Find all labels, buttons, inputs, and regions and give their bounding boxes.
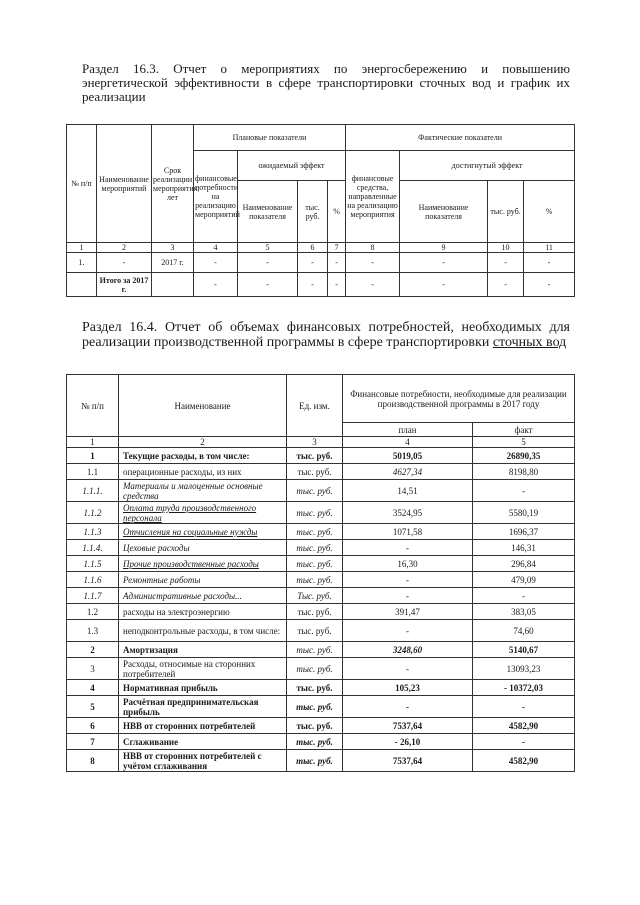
row-unit: тыс. руб.	[287, 524, 343, 540]
row-unit: Тыс. руб.	[287, 588, 343, 604]
row-plan-value: -	[343, 658, 473, 680]
cell: -	[488, 253, 524, 273]
row-name: Оплата труда производственного персонала	[119, 502, 287, 524]
row-fact-value: 5580,19	[473, 502, 575, 524]
row-name: Цеховые расходы	[119, 540, 287, 556]
row-name: расходы на электроэнергию	[119, 604, 287, 620]
events-table	[66, 124, 575, 297]
col-number: 4	[343, 437, 473, 448]
header-thousand-rub: тыс. руб.	[298, 181, 328, 243]
row-plan-value: -	[343, 696, 473, 718]
row-number: 7	[67, 734, 119, 750]
row-unit: тыс. руб.	[287, 540, 343, 556]
row-number: 5	[67, 696, 119, 718]
table-row	[67, 750, 575, 772]
row-name: Расчётная предпринимательская прибыль	[119, 696, 287, 718]
table-row	[67, 502, 575, 524]
row-number: 1.2	[67, 604, 119, 620]
table-row	[67, 556, 575, 572]
row-plan-value: 3248,60	[343, 642, 473, 658]
header-percent: %	[524, 181, 575, 243]
table-row	[67, 572, 575, 588]
row-number: 6	[67, 718, 119, 734]
header-name: Наименование	[119, 375, 287, 437]
cell: -	[524, 273, 575, 297]
cell: -	[328, 273, 346, 297]
table-row	[67, 642, 575, 658]
row-name: Текущие расходы, в том числе:	[119, 448, 287, 464]
cell: -	[400, 253, 488, 273]
row-unit: тыс. руб.	[287, 658, 343, 680]
header-percent: %	[328, 181, 346, 243]
row-unit: тыс. руб.	[287, 718, 343, 734]
row-name: Нормативная прибыль	[119, 680, 287, 696]
row-name: Амортизация	[119, 642, 287, 658]
row-name: Прочие производственные расходы	[119, 556, 287, 572]
cell: -	[488, 273, 524, 297]
column-numbers-row	[67, 243, 575, 253]
cell: -	[328, 253, 346, 273]
row-unit: тыс. руб.	[287, 502, 343, 524]
section-16-4-title-underlined: сточных вод	[492, 335, 567, 350]
row-name: Административные расходы...	[119, 588, 287, 604]
row-plan-value: 16,30	[343, 556, 473, 572]
col-number: 6	[298, 243, 328, 253]
cell: -	[194, 273, 238, 297]
row-plan-value: 1071,58	[343, 524, 473, 540]
row-plan-value: 3524,95	[343, 502, 473, 524]
row-plan-value: -	[343, 540, 473, 556]
cell: 2017 г.	[152, 253, 194, 273]
col-number: 10	[488, 243, 524, 253]
column-numbers-row	[67, 437, 575, 448]
row-plan-value: 105,23	[343, 680, 473, 696]
row-number: 1.1.5	[67, 556, 119, 572]
col-number: 2	[119, 437, 287, 448]
header-fact-fin: финансовые средства, направленные на реализацию мероприятия	[346, 151, 400, 243]
col-number: 5	[473, 437, 575, 448]
row-number: 1.1.6	[67, 572, 119, 588]
row-fact-value: 296,84	[473, 556, 575, 572]
row-number: 1.1.7	[67, 588, 119, 604]
header-unit: Ед. изм.	[287, 375, 343, 437]
table-row	[67, 680, 575, 696]
table-row	[67, 620, 575, 642]
row-number: 1	[67, 448, 119, 464]
section-16-4-title	[82, 320, 570, 350]
row-fact-value: 479,09	[473, 572, 575, 588]
row-unit: тыс. руб.	[287, 734, 343, 750]
table-row	[67, 734, 575, 750]
row-plan-value: 7537,64	[343, 718, 473, 734]
row-fact-value: 26890,35	[473, 448, 575, 464]
table-row	[67, 464, 575, 480]
row-plan-value: -	[343, 572, 473, 588]
row-name: неподконтрольные расходы, в том числе:	[119, 620, 287, 642]
cell	[67, 273, 97, 297]
header-indicator-name: Наименование показателя	[400, 181, 488, 243]
cell	[152, 273, 194, 297]
row-unit: тыс. руб.	[287, 480, 343, 502]
row-unit: тыс. руб.	[287, 572, 343, 588]
row-fact-value: -	[473, 588, 575, 604]
row-number: 1.1.2	[67, 502, 119, 524]
row-fact-value: -	[473, 734, 575, 750]
total-row	[67, 273, 575, 297]
cell: -	[194, 253, 238, 273]
col-number: 1	[67, 437, 119, 448]
header-actual: Фактические показатели	[346, 125, 575, 151]
row-number: 1.1	[67, 464, 119, 480]
col-number: 11	[524, 243, 575, 253]
row-fact-value: 4582,90	[473, 750, 575, 772]
cell: -	[346, 253, 400, 273]
row-number: 2	[67, 642, 119, 658]
table-row	[67, 658, 575, 680]
row-name: Сглаживание	[119, 734, 287, 750]
row-fact-value: 74,60	[473, 620, 575, 642]
cell: -	[400, 273, 488, 297]
row-plan-value: - 26,10	[343, 734, 473, 750]
header-plan: план	[343, 423, 473, 437]
cell: -	[346, 273, 400, 297]
row-plan-value: 5019,05	[343, 448, 473, 464]
table-row	[67, 253, 575, 273]
row-number: 1.1.1.	[67, 480, 119, 502]
row-plan-value: -	[343, 620, 473, 642]
cell: -	[524, 253, 575, 273]
header-name: Наименование мероприятий	[97, 125, 152, 243]
table-row	[67, 524, 575, 540]
row-fact-value: -	[473, 480, 575, 502]
row-number: 1.1.3	[67, 524, 119, 540]
row-name: Материалы и малоценные основные средства	[119, 480, 287, 502]
header-expected-effect: ожидаемый эффект	[238, 151, 346, 181]
row-plan-value: 391,47	[343, 604, 473, 620]
row-number: 1.3	[67, 620, 119, 642]
table-row	[67, 540, 575, 556]
cell: -	[298, 253, 328, 273]
col-number: 8	[346, 243, 400, 253]
row-number: 8	[67, 750, 119, 772]
row-unit: тыс. руб.	[287, 604, 343, 620]
row-name: НВВ от сторонних потребителей с учётом сглаживания	[119, 750, 287, 772]
row-name: Ремонтные работы	[119, 572, 287, 588]
row-fact-value: -	[473, 696, 575, 718]
col-number: 3	[152, 243, 194, 253]
row-fact-value: 8198,80	[473, 464, 575, 480]
row-plan-value: 7537,64	[343, 750, 473, 772]
row-fact-value: 13093,23	[473, 658, 575, 680]
cell: -	[238, 273, 298, 297]
row-unit: тыс. руб.	[287, 448, 343, 464]
header-achieved-effect: достигнутый эффект	[400, 151, 575, 181]
row-unit: тыс. руб.	[287, 464, 343, 480]
row-unit: тыс. руб.	[287, 680, 343, 696]
col-number: 4	[194, 243, 238, 253]
table-row	[67, 718, 575, 734]
row-fact-value: 5140,67	[473, 642, 575, 658]
row-fact-value: 383,05	[473, 604, 575, 620]
row-name: Отчисления на социальные нужды	[119, 524, 287, 540]
table-row	[67, 696, 575, 718]
header-planned: Плановые показатели	[194, 125, 346, 151]
financial-needs-table	[66, 374, 575, 772]
col-number: 9	[400, 243, 488, 253]
cell: -	[97, 253, 152, 273]
section-16-4-title-text: Раздел 16.4. Отчет об объемах финансовых потребностей, необходимых для реализации производственной программы в сфере транспортировки	[82, 320, 570, 350]
table-row	[67, 604, 575, 620]
header-num: № п/п	[67, 375, 119, 437]
row-plan-value: -	[343, 588, 473, 604]
col-number: 5	[238, 243, 298, 253]
header-plan-fin: финансовые потребности на реализацию мероприятий	[194, 151, 238, 243]
row-number: 1.1.4.	[67, 540, 119, 556]
row-name: НВВ от сторонних потребителей	[119, 718, 287, 734]
row-fact-value: 1696,37	[473, 524, 575, 540]
row-fact-value: - 10372,03	[473, 680, 575, 696]
row-fact-value: 146,31	[473, 540, 575, 556]
row-name: операционные расходы, из них	[119, 464, 287, 480]
row-number: 4	[67, 680, 119, 696]
table-row	[67, 480, 575, 502]
cell: -	[238, 253, 298, 273]
row-unit: тыс. руб.	[287, 642, 343, 658]
header-fact: факт	[473, 423, 575, 437]
cell: 1.	[67, 253, 97, 273]
col-number: 3	[287, 437, 343, 448]
cell: -	[298, 273, 328, 297]
col-number: 2	[97, 243, 152, 253]
header-thousand-rub: тыс. руб.	[488, 181, 524, 243]
header-term: Срок реализации мероприятия, лет	[152, 125, 194, 243]
table-row	[67, 448, 575, 464]
financial-rows	[67, 448, 575, 772]
table-row	[67, 588, 575, 604]
header-fin-needs: Финансовые потребности, необходимые для реализации производственной программы в 2017 году	[343, 375, 575, 423]
row-fact-value: 4582,90	[473, 718, 575, 734]
row-unit: тыс. руб.	[287, 696, 343, 718]
header-num: № п/п	[67, 125, 97, 243]
section-16-3-title: Раздел 16.3. Отчет о мероприятиях по энергосбережению и повышению энергетической эффективности в сфере транспортировки сточных вод и график их реализации	[82, 61, 570, 104]
row-name: Расходы, относимые на сторонних потребителей	[119, 658, 287, 680]
row-unit: тыс. руб.	[287, 556, 343, 572]
col-number: 1	[67, 243, 97, 253]
col-number: 7	[328, 243, 346, 253]
total-label: Итого за 2017 г.	[97, 273, 152, 297]
row-plan-value: 4627,34	[343, 464, 473, 480]
row-unit: тыс. руб.	[287, 620, 343, 642]
row-number: 3	[67, 658, 119, 680]
row-unit: тыс. руб.	[287, 750, 343, 772]
header-indicator-name: Наименование показателя	[238, 181, 298, 243]
row-plan-value: 14,51	[343, 480, 473, 502]
